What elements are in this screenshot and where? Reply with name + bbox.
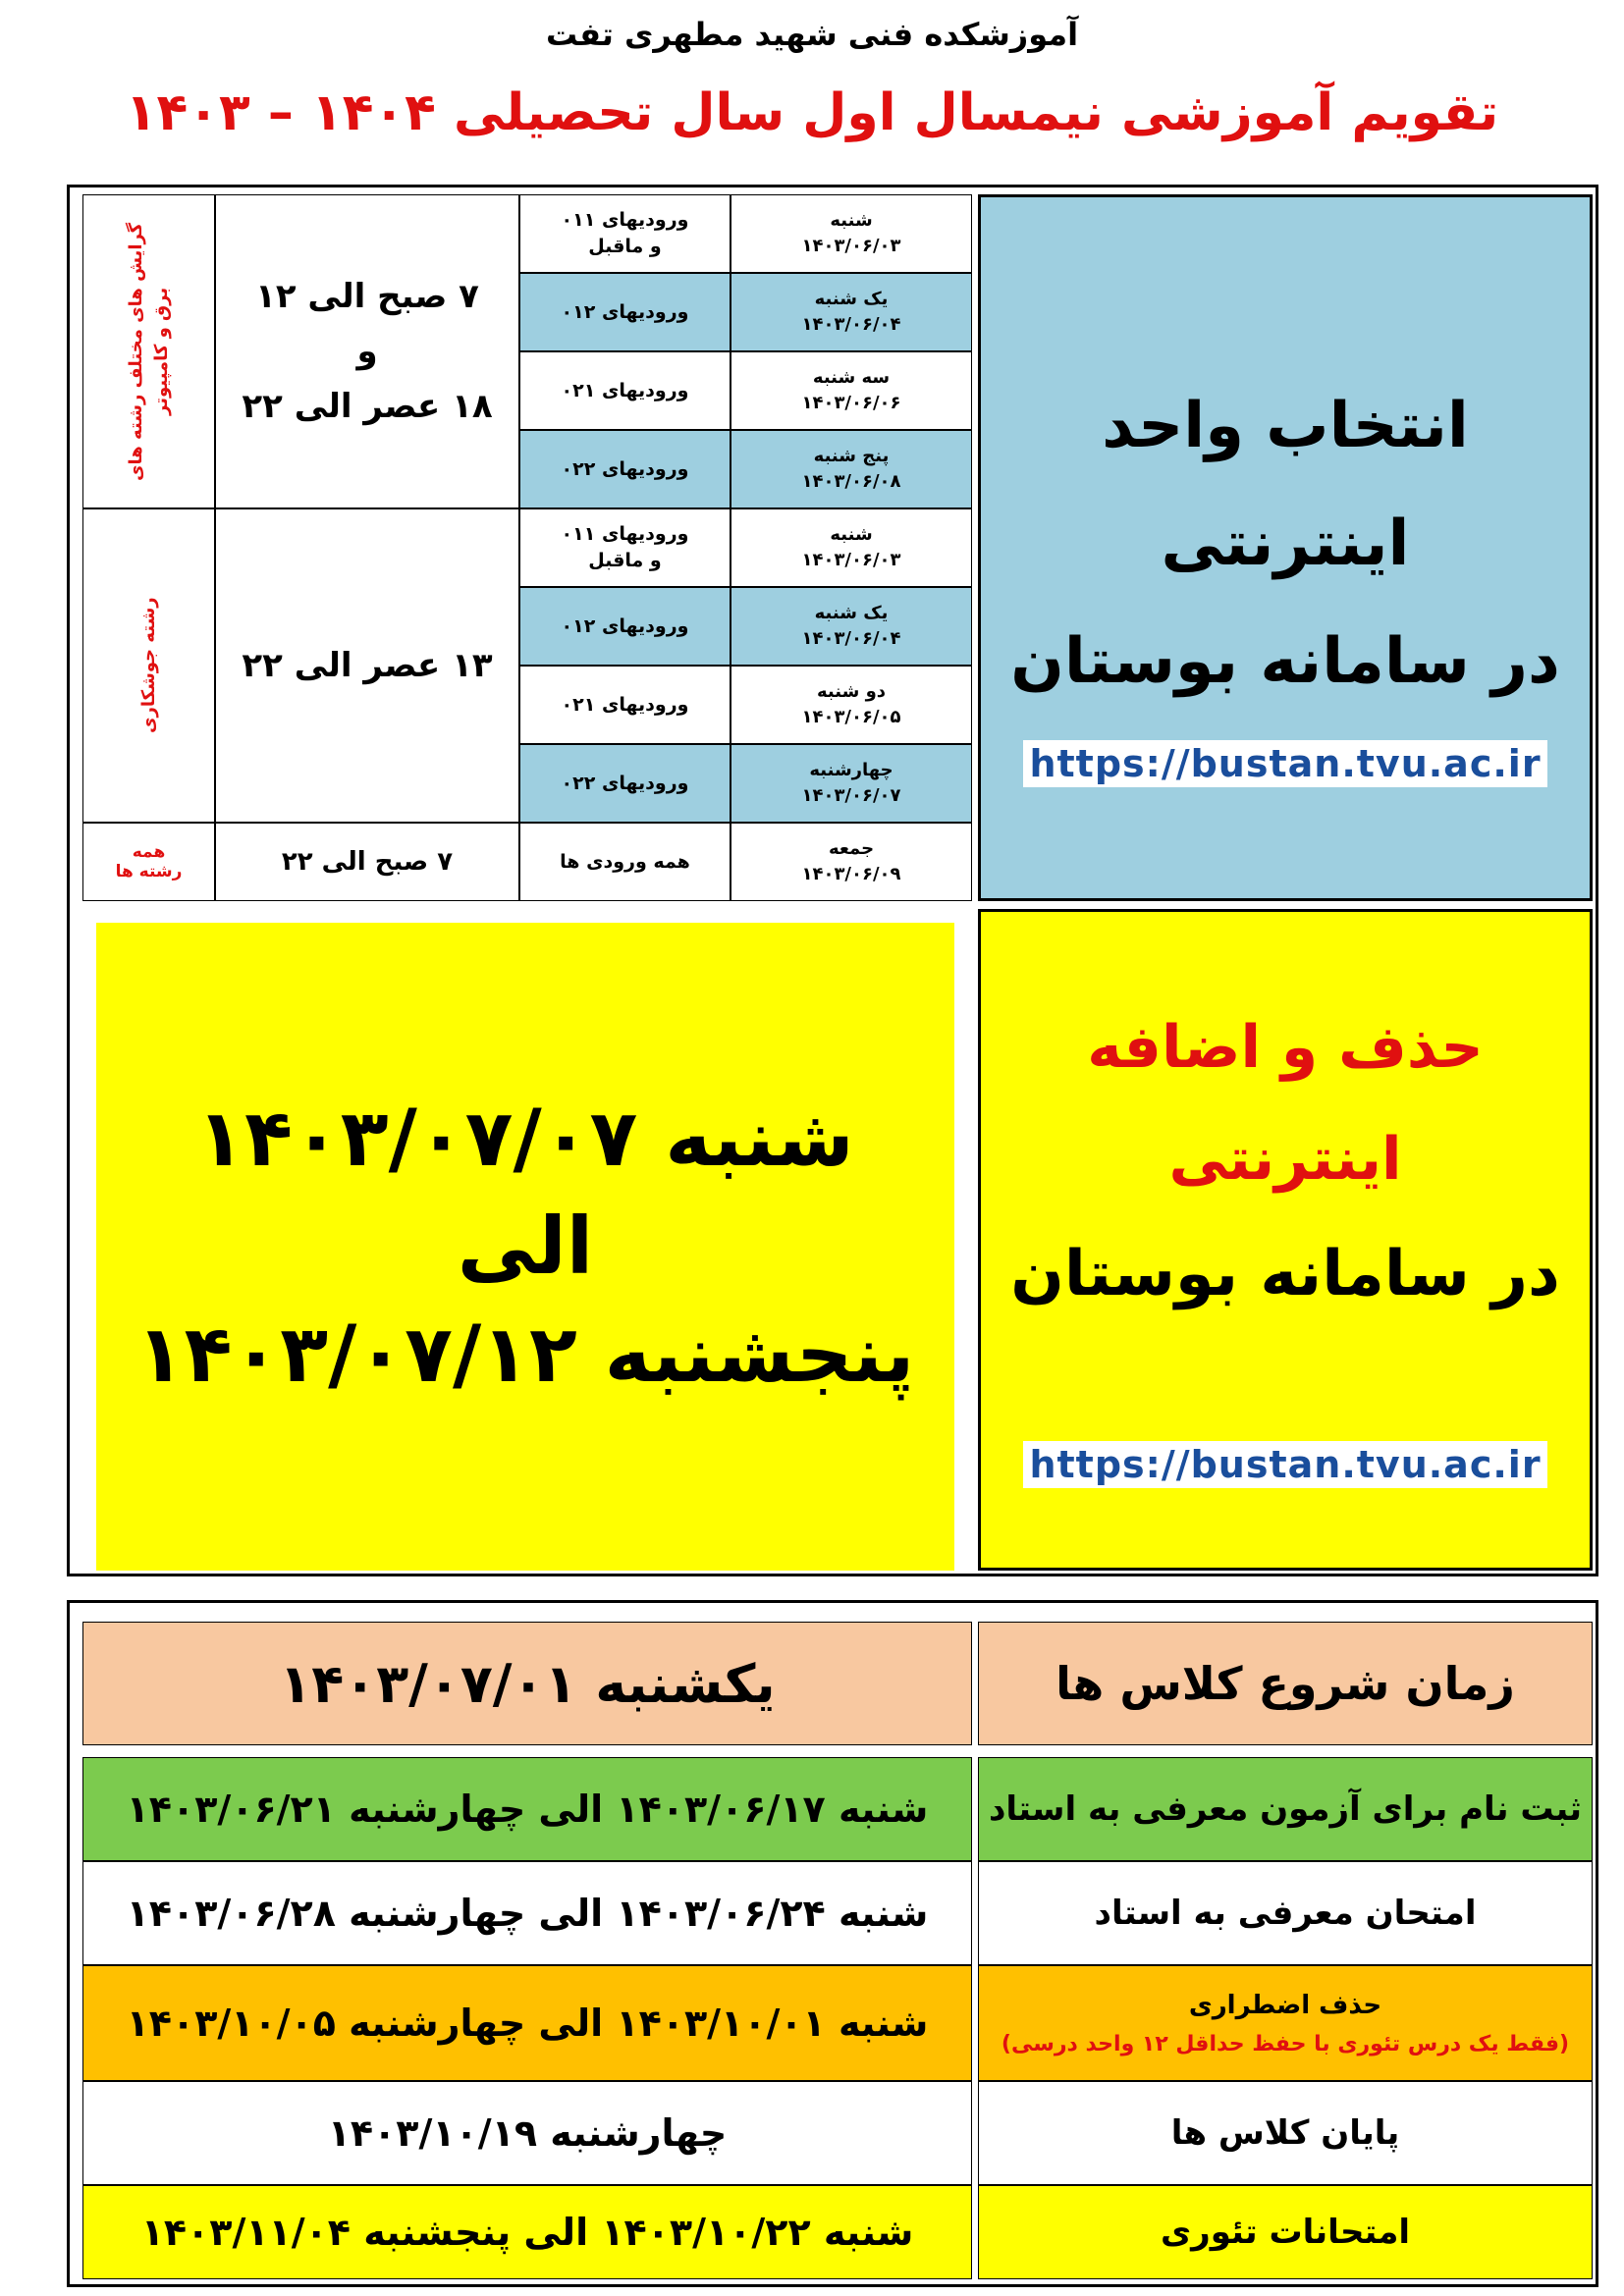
registration-heading-panel [978, 194, 1593, 901]
day-name: یک شنبه [814, 603, 889, 623]
add-drop-until: الی [457, 1201, 594, 1292]
day-name: دو شنبه [817, 681, 887, 702]
entry-text: ورودیهای ۰۲۱ [561, 693, 689, 716]
schedule-value-class-start [82, 1622, 972, 1745]
schedule-value-class-end [82, 2081, 972, 2185]
day-date: ۱۴۰۳/۰۶/۰۵ [801, 707, 901, 727]
group-label: گرایش های مختلف رشته های برق و کامپیوتر [125, 222, 172, 481]
schedule-value-text: شنبه ۱۴۰۳/۰۶/۲۴ الی چهارشنبه ۱۴۰۳/۰۶/۲۸ [126, 1892, 929, 1935]
entry-text: همه ورودی ها [560, 850, 690, 873]
add-drop-heading-panel [978, 909, 1593, 1571]
day-name: یک شنبه [814, 289, 889, 309]
day-name: چهارشنبه [809, 760, 893, 780]
day-cell [731, 430, 972, 508]
schedule-value-text: یکشنبه ۱۴۰۳/۰۷/۰۱ [279, 1652, 776, 1715]
day-cell [731, 666, 972, 744]
schedule-label-text: حذف اضطراری [1188, 1990, 1382, 2020]
day-date: ۱۴۰۳/۰۶/۰۳ [801, 236, 901, 256]
schedule-value-signup [82, 1757, 972, 1861]
entry-text: ورودیهای ۰۲۲ [561, 457, 689, 480]
day-date: ۱۴۰۳/۰۶/۰۳ [801, 550, 901, 570]
schedule-label-class-end [978, 2081, 1593, 2185]
hours-cell [215, 823, 519, 901]
schedule-label-text: امتحانات تئوری [1160, 2213, 1411, 2252]
day-cell [731, 823, 972, 901]
day-name: شنبه [830, 524, 873, 545]
schedule-value-text: شنبه ۱۴۰۳/۱۰/۰۱ الی چهارشنبه ۱۴۰۳/۱۰/۰۵ [126, 2002, 929, 2045]
add-drop-period-panel [96, 923, 954, 1571]
entry-text: ورودیهای ۰۱۲ [561, 300, 689, 323]
entry-cell [519, 430, 731, 508]
day-date: ۱۴۰۳/۰۶/۰۶ [801, 393, 901, 413]
entry-text: و ماقبل [588, 550, 662, 571]
entry-cell [519, 823, 731, 901]
schedule-label-note: (فقط یک درس تئوری با حفظ حداقل ۱۲ واحد درسی) [1001, 2031, 1570, 2056]
entry-text: و ماقبل [588, 236, 662, 257]
day-cell [731, 587, 972, 666]
entry-text: ورودیهای ۰۱۲ [561, 614, 689, 637]
day-date: ۱۴۰۳/۰۶/۰۹ [801, 864, 901, 884]
entry-text: ورودیهای ۰۱۱ [561, 209, 689, 231]
schedule-label-text: پایان کلاس ها [1170, 2113, 1400, 2153]
entry-cell [519, 666, 731, 744]
day-name: شنبه [830, 210, 873, 231]
hours-cell [215, 508, 519, 823]
day-date: ۱۴۰۳/۰۶/۰۴ [801, 628, 901, 649]
schedule-label-text: امتحان معرفی به استاد [1094, 1894, 1477, 1933]
hours-line: ۷ صبح الی ۲۲ [281, 847, 454, 877]
add-drop-end: پنجشنبه ۱۴۰۳/۰۷/۱۲ [135, 1308, 915, 1400]
day-cell [731, 744, 972, 823]
schedule-value-text: شنبه ۱۴۰۳/۱۰/۲۲ الی پنجشنبه ۱۴۰۳/۱۱/۰۴ [140, 2211, 914, 2254]
hours-line: ۱۸ عصر الی ۲۲ [242, 387, 493, 426]
add-drop-start: شنبه ۱۴۰۳/۰۷/۰۷ [196, 1093, 854, 1184]
schedule-value-emergency-drop [82, 1965, 972, 2081]
group-label: رشته ها [115, 862, 183, 881]
hours-line: و [356, 332, 378, 371]
entry-text: ورودیهای ۰۱۱ [561, 523, 689, 545]
schedule-value-theory-exams [82, 2185, 972, 2279]
day-cell [731, 273, 972, 351]
day-name: سه شنبه [812, 367, 891, 388]
bustan-url-link[interactable]: https://bustan.tvu.ac.ir [1023, 740, 1546, 787]
bustan-url-link[interactable]: https://bustan.tvu.ac.ir [1023, 1441, 1546, 1488]
schedule-label-signup [978, 1757, 1593, 1861]
add-drop-heading-line1: حذف و اضافه [1087, 1013, 1484, 1082]
schedule-value-intro-exam [82, 1861, 972, 1965]
schedule-label-emergency-drop [978, 1965, 1593, 2081]
add-drop-heading-line3: در سامانه بوستان [1010, 1238, 1560, 1310]
hours-cell [215, 194, 519, 508]
add-drop-heading-line2: اینترنتی [1168, 1125, 1402, 1194]
day-cell [731, 508, 972, 587]
entry-text: ورودیهای ۰۲۱ [561, 379, 689, 401]
group-label-cell [82, 508, 215, 823]
hours-line: ۷ صبح الی ۱۲ [255, 277, 479, 316]
group-label-cell [82, 194, 215, 508]
group-label: رشته جوشکاری [137, 597, 159, 734]
day-name: پنج شنبه [813, 446, 890, 466]
schedule-value-text: شنبه ۱۴۰۳/۰۶/۱۷ الی چهارشنبه ۱۴۰۳/۰۶/۲۱ [126, 1788, 929, 1831]
day-date: ۱۴۰۳/۰۶/۰۸ [801, 471, 901, 492]
entry-cell [519, 587, 731, 666]
page-title: تقویم آموزشی نیمسال اول سال تحصیلی ۱۴۰۴ – ۱۴۰۳ [125, 83, 1499, 142]
day-name: جمعه [828, 838, 875, 859]
entry-cell [519, 351, 731, 430]
registration-heading-line3: در سامانه بوستان [1010, 625, 1560, 698]
schedule-label-theory-exams [978, 2185, 1593, 2279]
school-name: آموزشکده فنی شهید مطهری تفت [545, 16, 1079, 53]
entry-cell [519, 508, 731, 587]
schedule-label-text: زمان شروع کلاس ها [1056, 1657, 1515, 1710]
entry-cell [519, 273, 731, 351]
schedule-value-text: چهارشنبه ۱۴۰۳/۱۰/۱۹ [327, 2111, 728, 2155]
day-cell [731, 351, 972, 430]
registration-table [82, 194, 972, 901]
schedule-label-text: ثبت نام برای آزمون معرفی به استاد [988, 1789, 1583, 1829]
schedule-label-intro-exam [978, 1861, 1593, 1965]
group-label: همه [132, 842, 166, 862]
entry-text: ورودیهای ۰۲۲ [561, 772, 689, 794]
day-cell [731, 194, 972, 273]
day-date: ۱۴۰۳/۰۶/۰۴ [801, 314, 901, 335]
registration-heading-line1: انتخاب واحد [1102, 390, 1469, 462]
registration-heading-line2: اینترنتی [1161, 507, 1410, 580]
entry-cell [519, 744, 731, 823]
group-label-cell [82, 823, 215, 901]
entry-cell [519, 194, 731, 273]
day-date: ۱۴۰۳/۰۶/۰۷ [801, 785, 901, 806]
hours-line: ۱۳ عصر الی ۲۲ [242, 646, 493, 685]
schedule-label-class-start [978, 1622, 1593, 1745]
